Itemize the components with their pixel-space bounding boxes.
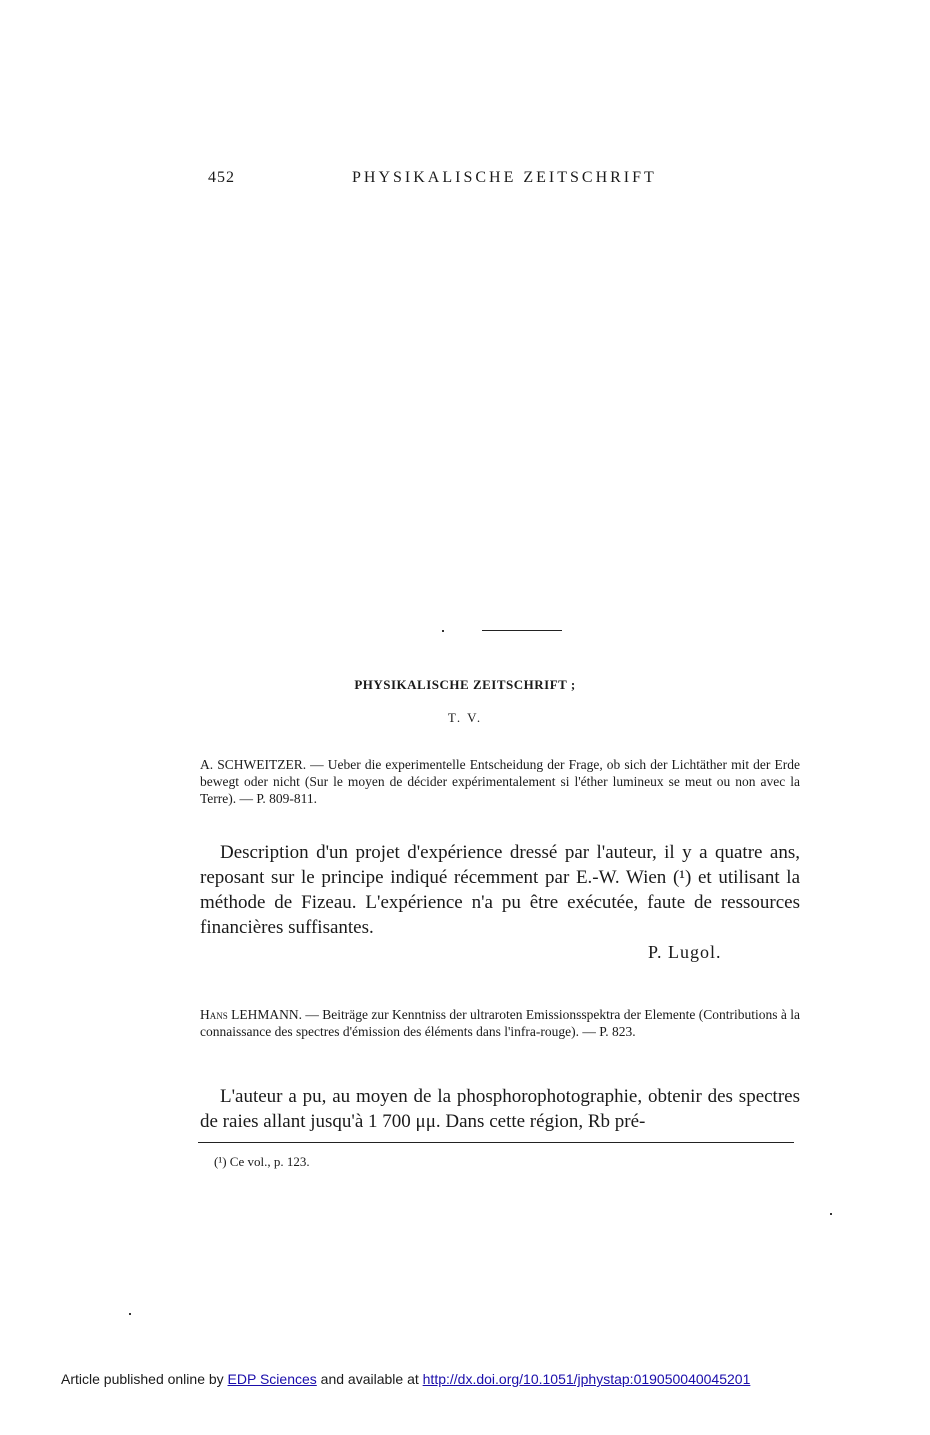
- article2-author: Hans LEHMANN.: [200, 1007, 303, 1022]
- publication-footer: [61, 1371, 750, 1387]
- page-number: 452: [208, 169, 235, 186]
- article1-author: A. SCHWEITZER.: [200, 757, 307, 772]
- footer-middle: and available at: [316, 1371, 423, 1387]
- separator-dot: [442, 630, 444, 632]
- article2-abstract: L'auteur a pu, au moyen de la phosphorophotographie, obtenir des spectres de raies allant jusqu'à 1 700 μμ. Dans cette région, Rb pré-: [200, 1086, 800, 1132]
- footer-prefix: Article published online by: [61, 1371, 228, 1387]
- article1-signature: P. Lugol.: [648, 942, 722, 962]
- article2-citation: — Beiträge zur Kenntniss der ultraroten Emissionsspektra der Elemente (Contributions à la connaissance des spectres d'émission des éléments dans l'infra-rouge). — P. 823.: [200, 1007, 801, 1039]
- footnote-rule: [198, 1142, 794, 1143]
- article1-reference: [200, 756, 800, 807]
- doi-link[interactable]: http://dx.doi.org/10.1051/jphystap:019050040045201: [422, 1371, 751, 1387]
- stray-mark: [129, 1313, 131, 1315]
- stray-mark: [830, 1213, 832, 1215]
- section-title: PHYSIKALISCHE ZEITSCHRIFT ;: [354, 677, 576, 692]
- volume-label: T. V.: [447, 710, 483, 725]
- publisher-link[interactable]: EDP Sciences: [227, 1371, 317, 1387]
- article1-citation: — Ueber die experimentelle Entscheidung der Frage, ob sich der Lichtäther mit der Erde bewegt oder nicht (Sur le moyen de décider expérimentalement si l'éther lumineux se meut ou non avec la Terre). — P. 809-811.: [200, 757, 800, 806]
- section-separator-rule: [482, 630, 562, 631]
- footnote: (¹) Ce vol., p. 123.: [214, 1154, 310, 1169]
- article1-abstract: Description d'un projet d'expérience dressé par l'auteur, il y a quatre ans, reposant sur le principe indiqué récemment par E.-W. Wien (¹) et utilisant la méthode de Fizeau. L'expérience n'a pu être exécutée, faute de ressources financières suffisantes.: [200, 842, 800, 938]
- running-head: PHYSIKALISCHE ZEITSCHRIFT: [352, 169, 657, 186]
- article2-reference: [200, 1006, 800, 1040]
